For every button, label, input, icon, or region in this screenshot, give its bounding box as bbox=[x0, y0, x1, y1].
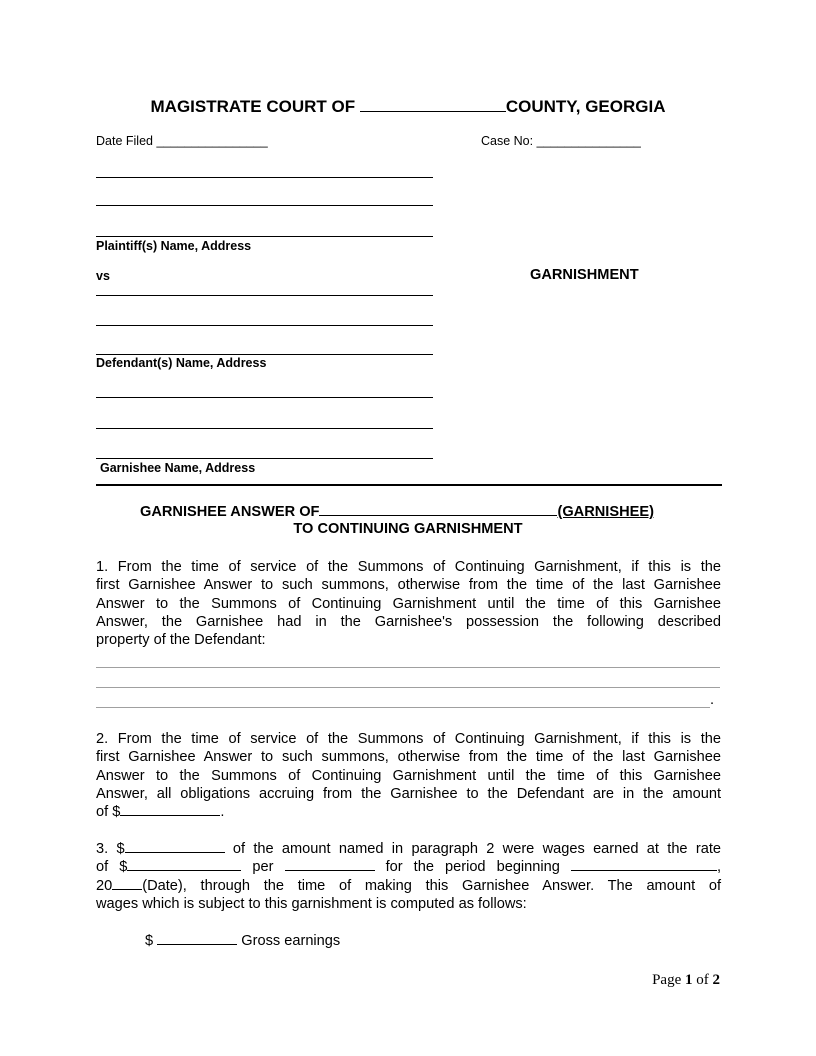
rate-blank[interactable] bbox=[127, 858, 241, 871]
property-line-2[interactable] bbox=[96, 687, 720, 688]
p3-period-label: for the period beginning bbox=[385, 859, 560, 876]
p1-line: Answer, the Garnishee had in the Garnishee's possession the following described bbox=[96, 613, 721, 630]
defendant-line-1[interactable] bbox=[96, 295, 433, 296]
page-total: 2 bbox=[712, 972, 720, 988]
p3-text-1: of the amount named in paragraph 2 were wages earned at the rate bbox=[232, 841, 721, 857]
answer-heading-line2: TO CONTINUING GARNISHMENT bbox=[293, 521, 523, 537]
p3-line-1 bbox=[96, 840, 721, 858]
paragraph-3 bbox=[96, 840, 721, 913]
page-word: Page bbox=[652, 972, 682, 988]
garnishee-line-3[interactable] bbox=[96, 458, 433, 459]
property-line-1[interactable] bbox=[96, 667, 720, 668]
garnishee-line-2[interactable] bbox=[96, 428, 433, 429]
section-divider bbox=[96, 484, 722, 486]
county-blank[interactable] bbox=[360, 97, 506, 112]
p2-tail bbox=[96, 803, 721, 821]
paragraph-1 bbox=[96, 558, 721, 649]
page-number: 1 bbox=[685, 972, 693, 988]
case-no-field[interactable]: _______________ bbox=[536, 134, 641, 148]
p3-year-prefix: 20 bbox=[96, 877, 113, 894]
p2-line: 2. From the time of service of the Summons of Continuing Garnishment, if this is the bbox=[96, 731, 721, 747]
p3-line-3 bbox=[96, 877, 721, 895]
gross-earnings-row bbox=[145, 932, 340, 949]
p2-tail-prefix: of $ bbox=[96, 804, 121, 821]
property-line-3[interactable] bbox=[96, 707, 710, 708]
gross-earnings-blank[interactable] bbox=[157, 932, 237, 945]
court-prefix: MAGISTRATE COURT OF bbox=[150, 97, 356, 116]
answer-heading bbox=[140, 503, 654, 520]
date-filed-label: Date Filed bbox=[96, 134, 153, 148]
paragraph-2 bbox=[96, 730, 721, 821]
case-type-heading: GARNISHMENT bbox=[530, 267, 639, 283]
p1-line: first Garnishee Answer to such summons, otherwise from the time of the last Garnishee bbox=[96, 577, 721, 594]
p3-dollar: 3. $ bbox=[96, 841, 125, 857]
defendant-line-2[interactable] bbox=[96, 325, 433, 326]
p2-line: first Garnishee Answer to such summons, otherwise from the time of the last Garnishee bbox=[96, 749, 721, 766]
date-filed bbox=[96, 134, 268, 148]
plaintiff-label: Plaintiff(s) Name, Address bbox=[96, 239, 252, 253]
gross-label: Gross earnings bbox=[241, 933, 341, 949]
garnishee-name-blank[interactable] bbox=[319, 503, 557, 516]
plaintiff-line-2[interactable] bbox=[96, 205, 433, 206]
garnishee-label: Garnishee Name, Address bbox=[100, 461, 256, 475]
p3-line-2 bbox=[96, 858, 721, 876]
answer-heading-suffix: (GARNISHEE) bbox=[557, 504, 654, 520]
date-filed-field[interactable]: ________________ bbox=[156, 134, 268, 148]
wages-amount-blank[interactable] bbox=[125, 840, 225, 853]
plaintiff-line-3[interactable] bbox=[96, 236, 433, 237]
p2-line: Answer, all obligations accruing from the Garnishee to the Defendant are in the amount bbox=[96, 785, 721, 802]
case-no-label: Case No: bbox=[481, 134, 534, 148]
obligation-amount-blank[interactable] bbox=[120, 803, 220, 816]
garnishee-line-1[interactable] bbox=[96, 397, 433, 398]
period-unit-blank[interactable] bbox=[285, 858, 375, 871]
p2-tail-suffix: . bbox=[220, 804, 225, 821]
gross-dollar: $ bbox=[145, 933, 154, 949]
p3-line-4: wages which is subject to this garnishment is computed as follows: bbox=[96, 895, 527, 912]
case-number bbox=[481, 134, 641, 148]
p1-line: 1. From the time of service of the Summons of Continuing Garnishment, if this is the bbox=[96, 559, 721, 575]
property-period: . bbox=[710, 692, 715, 708]
p1-line: Answer to the Summons of Continuing Garnishment until the time of this Garnishee bbox=[96, 595, 721, 612]
p1-line: property of the Defendant: bbox=[96, 632, 266, 649]
p3-text-3: (Date), through the time of making this Garnishee Answer. The amount of bbox=[142, 877, 721, 894]
p3-per: per bbox=[252, 859, 274, 876]
plaintiff-line-1[interactable] bbox=[96, 177, 433, 178]
court-title bbox=[0, 97, 816, 117]
defendant-line-3[interactable] bbox=[96, 354, 433, 355]
of-word: of bbox=[696, 972, 709, 988]
p3-rate-label: of $ bbox=[96, 859, 128, 876]
court-suffix: COUNTY, GEORGIA bbox=[505, 97, 666, 116]
year-blank[interactable] bbox=[112, 877, 142, 890]
page-indicator bbox=[652, 972, 720, 989]
p2-line: Answer to the Summons of Continuing Garnishment until the time of this Garnishee bbox=[96, 767, 721, 784]
defendant-label: Defendant(s) Name, Address bbox=[96, 356, 267, 370]
period-start-blank[interactable] bbox=[571, 858, 717, 871]
answer-heading-prefix: GARNISHEE ANSWER OF bbox=[140, 504, 320, 520]
p3-comma: , bbox=[716, 859, 721, 876]
vs-label: vs bbox=[96, 269, 110, 283]
